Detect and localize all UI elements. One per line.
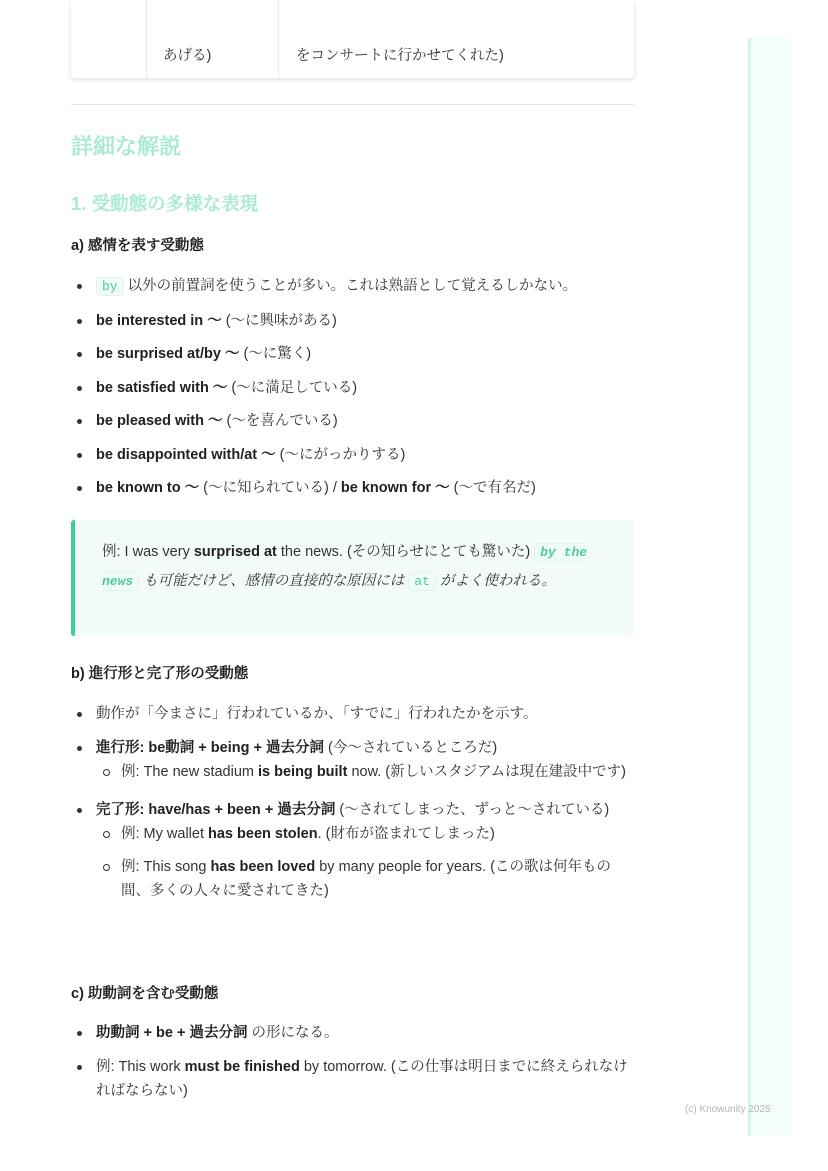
divider	[71, 104, 634, 105]
list-item: be surprised at/by 〜 (〜に驚く)	[71, 342, 634, 366]
section-title: 詳細な解説	[71, 134, 182, 159]
sub-list	[96, 822, 634, 903]
progressive-perfect-list	[71, 702, 634, 912]
list-item: by 以外の前置詞を使うことが多い。これは熟語として覚えるしかない。	[71, 274, 634, 299]
table-fragment	[71, 0, 634, 78]
table-cell: をコンサートに行かせてくれた)	[296, 48, 504, 64]
subsection-title: 1. 受動態の多様な表現	[71, 193, 259, 214]
list-item: 助動詞 + be + 過去分詞 の形になる。	[71, 1021, 634, 1045]
list-item: 進行形: be動詞 + being + 過去分詞 (今〜されているところだ) 例: The new stadium is being built now. (新しいスタジアムは現在建設中です)	[71, 736, 634, 784]
list-item: be interested in 〜 (〜に興味がある)	[71, 309, 634, 333]
sub-list-item: 例: The new stadium is being built now. (新しいスタジアムは現在建設中です)	[96, 760, 634, 784]
sub-list-item: 例: My wallet has been stolen. (財布が盗まれてしまった)	[96, 822, 634, 846]
list-item: be disappointed with/at 〜 (〜にがっかりする)	[71, 443, 634, 467]
sub-list	[96, 760, 634, 784]
inline-code: by	[96, 277, 124, 296]
side-panel	[748, 38, 792, 1136]
list-item: be pleased with 〜 (〜を喜んでいる)	[71, 409, 634, 433]
heading-a: a) 感情を表す受動態	[71, 238, 204, 254]
modal-passive-list	[71, 1021, 634, 1112]
list-item: 例: This work must be finished by tomorrow. (この仕事は明日までに終えられなければならない)	[71, 1055, 634, 1103]
copyright-footer: (c) Knowunity 2025	[685, 1104, 771, 1115]
sub-list-item: 例: This song has been loved by many people for years. (この歌は何年もの間、多くの人々に愛されてきた)	[96, 855, 634, 903]
table-cell: あげる)	[147, 0, 279, 78]
list-item: 完了形: have/has + been + 過去分詞 (〜されてしまった、ずっと〜されている) 例: My wallet has been stolen. (財布が盗まれてしまった) 例: This song has been loved by many people for years. (この歌は何年もの間、多くの人々に愛されてきた)	[71, 798, 634, 903]
list-item: be known to 〜 (〜に知られている) / be known for 〜 (〜で有名だ)	[71, 476, 634, 500]
heading-c: c) 助動詞を含む受動態	[71, 986, 219, 1002]
heading-b: b) 進行形と完了形の受動態	[71, 666, 249, 682]
example-callout: 例: I was very surprised at the news. (その知らせにとても驚いた) by the news も可能だけど、感情の直接的な原因には at がよく使われる。	[71, 520, 634, 636]
inline-code: at	[408, 572, 436, 591]
inline-code: by the news	[102, 545, 588, 589]
table-cell	[71, 0, 147, 78]
list-item: 動作が「今まさに」行われているか、「すでに」行われたかを示す。	[71, 702, 634, 726]
emotion-passive-list	[71, 274, 634, 510]
list-item: be satisfied with 〜 (〜に満足している)	[71, 376, 634, 400]
